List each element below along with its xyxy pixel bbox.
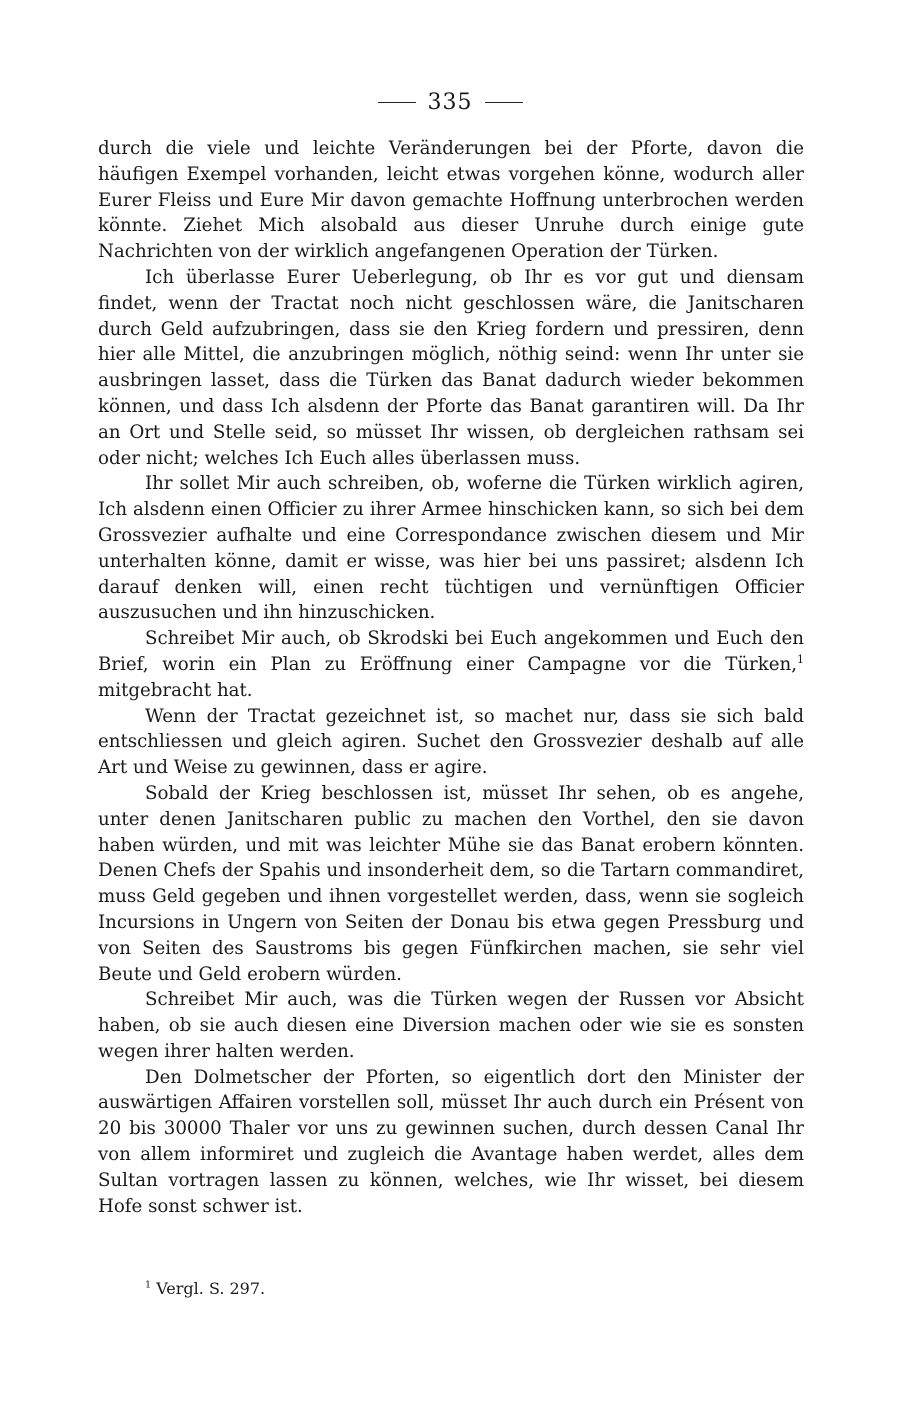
- paragraph-4-text: Schreibet Mir auch, ob Skrodski bei Euch angekommen und Euch den Brief, worin ein Plan zu Eröffnung einer Campagne vor die Türken,: [98, 628, 804, 675]
- paragraph-3: Ihr sollet Mir auch schreiben, ob, woferne die Türken wirklich agiren, Ich alsdenn einen Officier zu ihrer Armee hinschicken kann, so sich bei dem Grossvezier aufhalte und eine Correspondance zwischen diesem und Mir unterhalten könne, damit er wisse, was hier bei uns passiret; alsdenn Ich darauf denken will, einen recht tüchtigen und vernünftigen Officier auszusuchen und ihn hinzuschicken.: [98, 473, 804, 624]
- header-rule-right: [485, 102, 523, 103]
- paragraph-7: Schreibet Mir auch, was die Türken wegen der Russen vor Absicht haben, ob sie auch diesen eine Diversion machen oder wie sie es sonsten wegen ihrer halten werden.: [98, 989, 804, 1062]
- footnote-text: Vergl. S. 297.: [156, 1279, 266, 1298]
- paragraph-1: durch die viele und leichte Veränderungen bei der Pforte, davon die häufigen Exempel vorhanden, leicht etwas vorgehen könne, wodurch aller Eurer Fleiss und Eure Mir davon gemachte Hoffnung unterbrochen werden könnte. Ziehet Mich alsobald aus dieser Unruhe durch einige gute Nachrichten von der wirklich angefangenen Operation der Türken.: [98, 138, 804, 263]
- footnote-marker: 1: [145, 1279, 152, 1291]
- page-number: 335: [427, 90, 473, 115]
- paragraph-2: Ich überlasse Eurer Ueberlegung, ob Ihr es vor gut und diensam findet, wenn der Tractat noch nicht geschlossen wäre, die Janitscharen durch Geld aufzubringen, dass sie den Krieg fordern und pressiren, denn hier alle Mittel, die anzubringen möglich, nöthig seind: wenn Ihr unter sie ausbringen lasset, dass die Türken das Banat dadurch wieder bekommen können, und dass Ich alsdenn der Pforte das Banat garantiren will. Da Ihr an Ort und Stelle seid, so müsset Ihr wissen, ob dergleichen rathsam sei oder nicht; welches Ich Euch alles überlassen muss.: [98, 266, 804, 469]
- footnote-reference: 1: [797, 652, 804, 666]
- paragraph-8: Den Dolmetscher der Pforten, so eigentlich dort den Minister der auswärtigen Affairen vorstellen soll, müsset Ihr auch durch ein Présent von 20 bis 30000 Thaler vor uns zu gewinnen suchen, durch dessen Canal Ihr von allem informiret und zugleich die Avantage haben werdet, alles dem Sultan vortragen lassen zu können, welches, wie Ihr wisset, bei diesem Hofe sonst schwer ist.: [98, 1066, 804, 1217]
- paragraph-4-tail: mitgebracht hat.: [98, 679, 253, 701]
- footnote: [145, 1278, 265, 1300]
- body-text: [98, 136, 804, 1219]
- paragraph-4: [98, 626, 804, 703]
- header-rule-left: [378, 102, 416, 103]
- paragraph-5: Wenn der Tractat gezeichnet ist, so machet nur, dass sie sich bald entschliessen und gleich agiren. Suchet den Grossvezier deshalb auf alle Art und Weise zu gewinnen, dass er agire.: [98, 705, 804, 779]
- page-header: [0, 90, 900, 115]
- paragraph-6: Sobald der Krieg beschlossen ist, müsset Ihr sehen, ob es angehe, unter denen Janitscharen public zu machen den Vorthel, den sie davon haben würden, und mit was leichter Mühe sie das Banat erobern könnten. Denen Chefs der Spahis und insonderheit dem, so die Tartarn commandiret, muss Geld gegeben und ihnen vorgestellet werden, dass, wenn sie sogleich Incursions in Ungern von Seiten der Donau bis etwa gegen Pressburg und von Seiten des Saustroms bis gegen Fünfkirchen machen, sie sehr viel Beute und Geld erobern würden.: [98, 782, 804, 985]
